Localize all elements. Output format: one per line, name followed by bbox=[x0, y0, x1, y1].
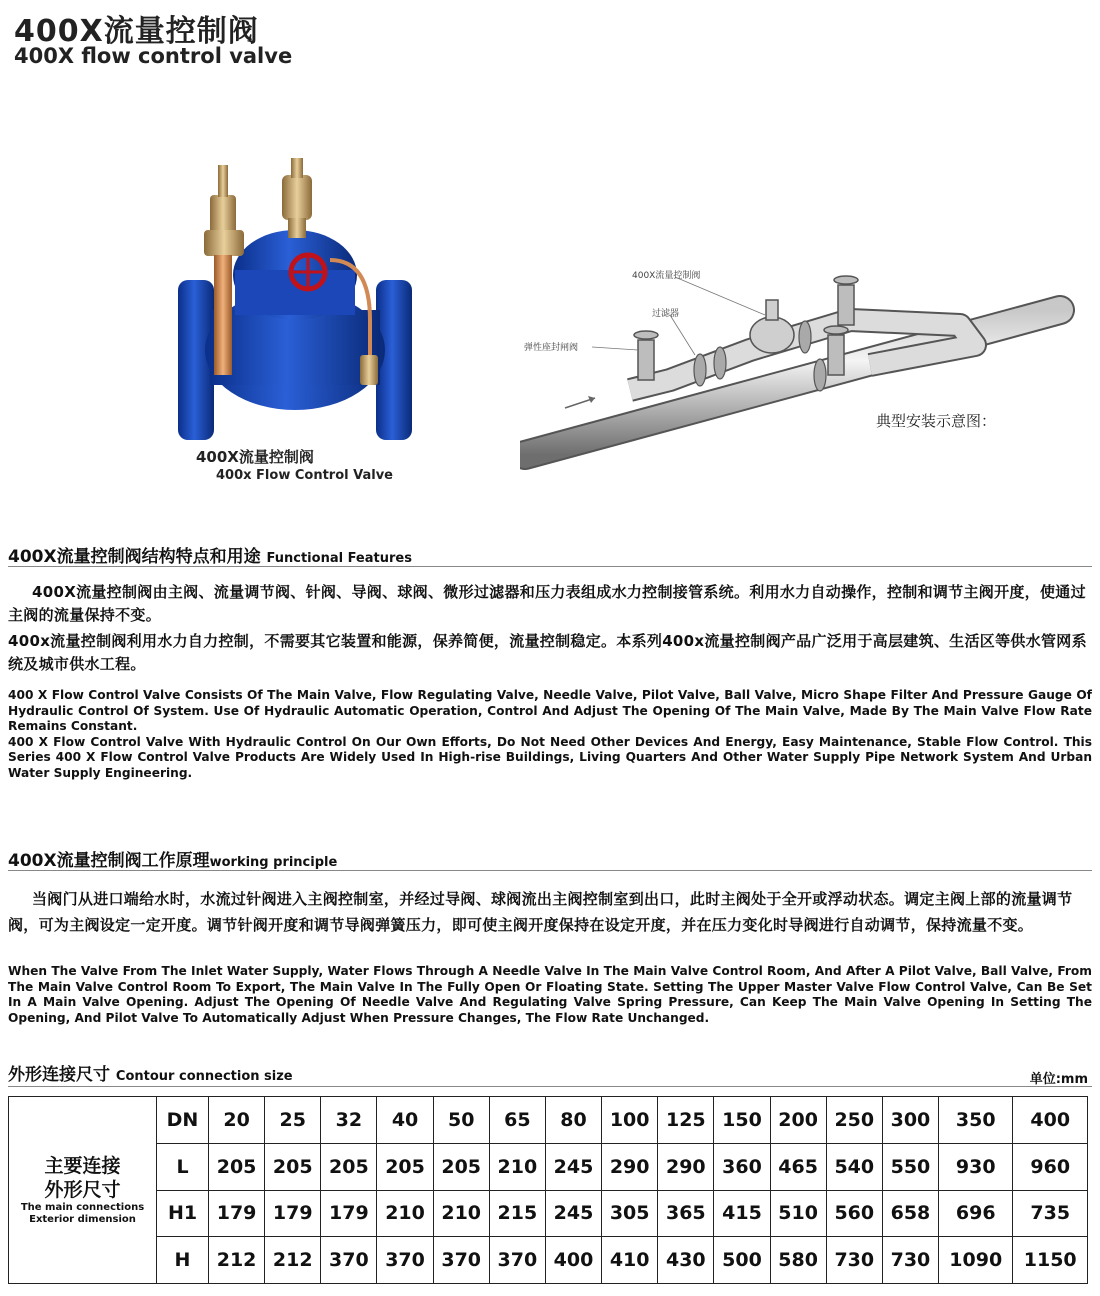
valve-caption-en: 400x Flow Control Valve bbox=[216, 468, 393, 483]
table-cell: 250 bbox=[826, 1097, 882, 1144]
features-paragraph-en-1: 400 X Flow Control Valve Consists Of The Main Valve, Flow Regulating Valve, Needle Valve, Pilot Valve, Ball Valve, Micro Shape Filter And Pressure Gauge Of Hydraulic Control Of System. Use Of Hydraulic Automatic Operation, Control And Adjust The Opening Of The Main Valve, Made By The Main Valve Flow Rate Remains Constant. bbox=[8, 688, 1092, 733]
table-cell: 125 bbox=[658, 1097, 714, 1144]
table-cell: 735 bbox=[1013, 1190, 1088, 1237]
table-cell: 930 bbox=[939, 1143, 1013, 1190]
table-cell: 960 bbox=[1013, 1143, 1088, 1190]
table-cell: 730 bbox=[882, 1237, 938, 1284]
table-cell: 550 bbox=[882, 1143, 938, 1190]
table-cell: 580 bbox=[770, 1237, 826, 1284]
valve-caption-cn: 400X流量控制阀 bbox=[196, 448, 314, 466]
principle-paragraph-en: When The Valve From The Inlet Water Supply, Water Flows Through A Needle Valve In The Main Valve Control Room, And After A Pilot Valve, Ball Valve, From The Main Valve Control Room To Export, The Main Valve In The Fully Open Or Floating State. Setting The Upper Master Valve Flow Control Valve, Can Be Set In A Main Valve Opening. Adjust The Opening Of Needle Valve And Regulating Valve Spring Pressure, Can Keep The Main Valve Opening In Setting The Opening, And Pilot Valve To Automatically Adjust When Pressure Changes, The Flow Rate Unchanged. bbox=[8, 964, 1092, 1025]
principle-heading-cn: 400X流量控制阀工作原理 bbox=[8, 851, 210, 871]
table-cell: 205 bbox=[321, 1143, 377, 1190]
table-row bbox=[9, 1143, 1088, 1190]
main-header-en-2: Exterior dimension bbox=[29, 1214, 136, 1225]
main-header-cn-2: 外形尺寸 bbox=[44, 1179, 121, 1201]
valve-product-image bbox=[170, 150, 420, 450]
table-cell: 245 bbox=[545, 1143, 601, 1190]
table-cell: 360 bbox=[714, 1143, 770, 1190]
table-cell: 215 bbox=[489, 1190, 545, 1237]
table-cell: 205 bbox=[265, 1143, 321, 1190]
table-cell: 540 bbox=[826, 1143, 882, 1190]
installation-diagram bbox=[520, 255, 1080, 470]
page-subtitle: 400X flow control valve bbox=[14, 44, 293, 68]
features-heading bbox=[8, 542, 412, 567]
features-paragraph-en-2: 400 X Flow Control Valve With Hydraulic Control On Our Own Efforts, Do Not Need Other Devices And Energy, Easy Maintenance, Stable Flow Control. This Series 400 X Flow Control Valve Products Are Widely Used In High-rise Buildings, Living Quarters And Other Water Supply Pipe Network System And Urban Water Supply Engineering. bbox=[8, 734, 1092, 780]
table-cell: 179 bbox=[265, 1190, 321, 1237]
table-cell: 245 bbox=[545, 1190, 601, 1237]
row-label-cell: DN bbox=[157, 1097, 209, 1144]
table-cell: 658 bbox=[882, 1190, 938, 1237]
table-cell: 65 bbox=[489, 1097, 545, 1144]
table-cell: 100 bbox=[602, 1097, 658, 1144]
page-title: 400X流量控制阀 bbox=[14, 14, 259, 49]
table-cell: 400 bbox=[1013, 1097, 1088, 1144]
table-cell: 290 bbox=[602, 1143, 658, 1190]
table-cell: 179 bbox=[321, 1190, 377, 1237]
main-header-cn-1: 主要连接 bbox=[44, 1155, 121, 1177]
table-cell: 500 bbox=[714, 1237, 770, 1284]
dimensions-table bbox=[8, 1096, 1088, 1284]
table-cell: 300 bbox=[882, 1097, 938, 1144]
features-heading-en: Functional Features bbox=[266, 551, 412, 566]
features-heading-cn: 400X流量控制阀结构特点和用途 bbox=[8, 547, 261, 567]
principle-paragraph-cn: 当阀门从进口端给水时，水流过针阀进入主阀控制室，并经过导阀、球阀流出主阀控制室到出口，此时主阀处于全开或浮动状态。调定主阀上部的流量调节阀，可为主阀设定一定开度。调节针阀开度和调节导阀弹簧压力，即可使主阀开度保持在设定开度，并在压力变化时导阀进行自动调节，保持流量不变。 bbox=[8, 890, 1073, 934]
principle-heading bbox=[8, 846, 337, 871]
table-cell: 179 bbox=[209, 1190, 265, 1237]
table-cell: 305 bbox=[602, 1190, 658, 1237]
features-divider bbox=[8, 566, 1092, 567]
table-cell: 370 bbox=[433, 1237, 489, 1284]
table-cell: 20 bbox=[209, 1097, 265, 1144]
table-cell: 212 bbox=[265, 1237, 321, 1284]
row-label-cell: H bbox=[157, 1237, 209, 1284]
diagram-label-valve: 400X流量控制阀 bbox=[632, 271, 701, 281]
table-cell: 696 bbox=[939, 1190, 1013, 1237]
table-cell: 510 bbox=[770, 1190, 826, 1237]
principle-heading-en: working principle bbox=[209, 855, 338, 870]
table-cell: 730 bbox=[826, 1237, 882, 1284]
table-cell: 370 bbox=[321, 1237, 377, 1284]
table-cell: 205 bbox=[209, 1143, 265, 1190]
table-cell: 370 bbox=[377, 1237, 433, 1284]
features-paragraph-en bbox=[8, 688, 1092, 781]
dimensions-unit: 单位:mm bbox=[1029, 1072, 1088, 1087]
main-header-en-1: The main connections bbox=[20, 1202, 145, 1213]
table-cell: 150 bbox=[714, 1097, 770, 1144]
features-paragraph-cn-1: 400X流量控制阀由主阀、流量调节阀、针阀、导阀、球阀、微形过滤器和压力表组成水力控制接管系统。利用水力自动操作，控制和调节主阀开度，使通过主阀的流量保持不变。 bbox=[8, 583, 1086, 624]
table-cell: 210 bbox=[433, 1190, 489, 1237]
table-cell: 40 bbox=[377, 1097, 433, 1144]
table-cell: 50 bbox=[433, 1097, 489, 1144]
table-cell: 1150 bbox=[1013, 1237, 1088, 1284]
dimensions-heading bbox=[8, 1060, 293, 1085]
table-cell: 415 bbox=[714, 1190, 770, 1237]
table-cell: 410 bbox=[602, 1237, 658, 1284]
dimensions-heading-en: Contour connection size bbox=[115, 1069, 293, 1084]
table-cell: 370 bbox=[489, 1237, 545, 1284]
table-cell: 80 bbox=[545, 1097, 601, 1144]
diagram-caption: 典型安装示意图： bbox=[876, 412, 997, 430]
table-cell: 560 bbox=[826, 1190, 882, 1237]
principle-divider bbox=[8, 870, 1092, 871]
dimensions-table-body bbox=[9, 1097, 1088, 1284]
diagram-label-filter: 过滤器 bbox=[652, 309, 680, 319]
table-cell: 205 bbox=[433, 1143, 489, 1190]
features-paragraph-cn-2: 400x流量控制阀利用水力自力控制，不需要其它装置和能源，保养简便，流量控制稳定。本系列400x流量控制阀产品广泛用于高层建筑、生活区等供水管网系统及城市供水工程。 bbox=[8, 632, 1087, 673]
table-cell: 1090 bbox=[939, 1237, 1013, 1284]
table-cell: 210 bbox=[489, 1143, 545, 1190]
row-label-cell: L bbox=[157, 1143, 209, 1190]
table-row bbox=[9, 1237, 1088, 1284]
table-cell: 25 bbox=[265, 1097, 321, 1144]
table-cell: 200 bbox=[770, 1097, 826, 1144]
table-cell: 430 bbox=[658, 1237, 714, 1284]
table-cell: 212 bbox=[209, 1237, 265, 1284]
diagram-label-gate-valve: 弹性座封闸阀 bbox=[524, 343, 579, 353]
row-label-cell: H1 bbox=[157, 1190, 209, 1237]
table-cell: 365 bbox=[658, 1190, 714, 1237]
table-cell: 205 bbox=[377, 1143, 433, 1190]
dimensions-heading-cn: 外形连接尺寸 bbox=[8, 1065, 110, 1085]
table-cell: 290 bbox=[658, 1143, 714, 1190]
table-row bbox=[9, 1190, 1088, 1237]
table-row bbox=[9, 1097, 1088, 1144]
main-header-cell bbox=[9, 1097, 157, 1284]
table-cell: 350 bbox=[939, 1097, 1013, 1144]
table-cell: 465 bbox=[770, 1143, 826, 1190]
dimensions-divider bbox=[8, 1086, 1092, 1087]
table-cell: 400 bbox=[545, 1237, 601, 1284]
table-cell: 210 bbox=[377, 1190, 433, 1237]
table-cell: 32 bbox=[321, 1097, 377, 1144]
